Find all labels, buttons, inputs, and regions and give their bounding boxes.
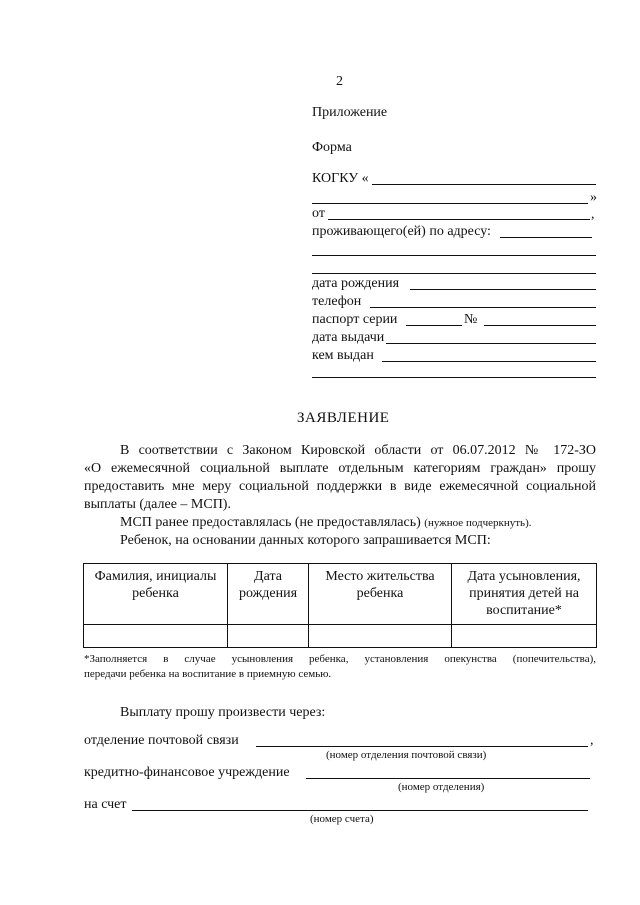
cell-name[interactable] — [84, 625, 228, 648]
page-number: 2 — [336, 74, 343, 89]
applicant-name-field[interactable] — [328, 219, 590, 220]
form-label: Форма — [312, 140, 352, 155]
passport-series-field[interactable] — [406, 325, 462, 326]
col-residence-header: Место жительства ребенка — [309, 564, 452, 625]
child-intro-text: Ребенок, на основании данных которого запрашивается МСП: — [120, 533, 491, 548]
col-birth-header: Дата рождения — [228, 564, 309, 625]
post-office-field[interactable] — [256, 746, 588, 747]
credit-institution-field[interactable] — [306, 778, 590, 779]
issued-by-field-2[interactable] — [312, 377, 596, 378]
table-row — [84, 625, 597, 648]
msp-previous-text: МСП ранее предоставлялась (не предоставлялась) — [120, 515, 421, 530]
col-name-header: Фамилия, инициалы ребенка — [84, 564, 228, 625]
account-hint: (номер счета) — [310, 813, 374, 825]
table-header-row — [84, 564, 597, 625]
statement-line-2: «О ежемесячной социальной выплате отдельным категориям граждан» прошу — [84, 461, 596, 476]
credit-institution-hint: (номер отделения) — [398, 781, 485, 793]
address-field-1[interactable] — [500, 237, 592, 238]
passport-number-field[interactable] — [484, 325, 596, 326]
payment-intro: Выплату прошу произвести через: — [120, 705, 326, 720]
quote-close: » — [590, 190, 597, 205]
passport-series-label: паспорт серии — [312, 312, 398, 327]
document-title: ЗАЯВЛЕНИЕ — [297, 410, 390, 426]
statement-line-1: В соответствии с Законом Кировской области от 06.07.2012 № 172-ЗО — [120, 443, 596, 458]
post-office-label: отделение почтовой связи — [84, 733, 239, 748]
appendix-label: Приложение — [312, 105, 388, 120]
col-adoption-header: Дата усыновления, принятия детей на воспитание* — [452, 564, 597, 625]
statement-line-4: выплаты (далее – МСП). — [84, 497, 231, 512]
post-office-hint: (номер отделения почтовой связи) — [326, 749, 487, 761]
address-field-2[interactable] — [312, 255, 596, 256]
birth-date-field[interactable] — [410, 289, 596, 290]
agency-label: КОГКУ « — [312, 171, 369, 186]
account-field[interactable] — [132, 810, 588, 811]
statement-line-3: предоставить мне меру социальной поддержки в виде ежемесячной социальной — [84, 479, 596, 494]
residing-label: проживающего(ей) по адресу: — [312, 224, 491, 239]
phone-field[interactable] — [370, 307, 596, 308]
from-comma: , — [591, 207, 595, 222]
footnote-line-2: передачи ребенка на воспитание в приемную семью. — [84, 668, 332, 680]
children-table — [83, 563, 597, 648]
phone-label: телефон — [312, 294, 362, 309]
issued-by-field[interactable] — [382, 361, 596, 362]
address-field-3[interactable] — [312, 273, 596, 274]
agency-name-field-2[interactable] — [312, 203, 588, 204]
issue-date-label: дата выдачи — [312, 330, 385, 345]
issue-date-field[interactable] — [386, 343, 596, 344]
cell-birth[interactable] — [228, 625, 309, 648]
post-office-comma: , — [590, 733, 594, 748]
birth-date-label: дата рождения — [312, 276, 400, 291]
msp-underline-hint: (нужное подчеркнуть). — [424, 517, 532, 529]
from-label: от — [312, 206, 325, 221]
issued-by-label: кем выдан — [312, 348, 374, 363]
footnote-line-1: *Заполняется в случае усыновления ребенка, установления опекунства (попечительства), — [84, 653, 596, 665]
account-label: на счет — [84, 797, 127, 812]
cell-adoption[interactable] — [452, 625, 597, 648]
credit-institution-label: кредитно-финансовое учреждение — [84, 765, 290, 780]
cell-residence[interactable] — [309, 625, 452, 648]
agency-name-field[interactable] — [372, 184, 596, 185]
passport-no-label: № — [464, 312, 478, 327]
